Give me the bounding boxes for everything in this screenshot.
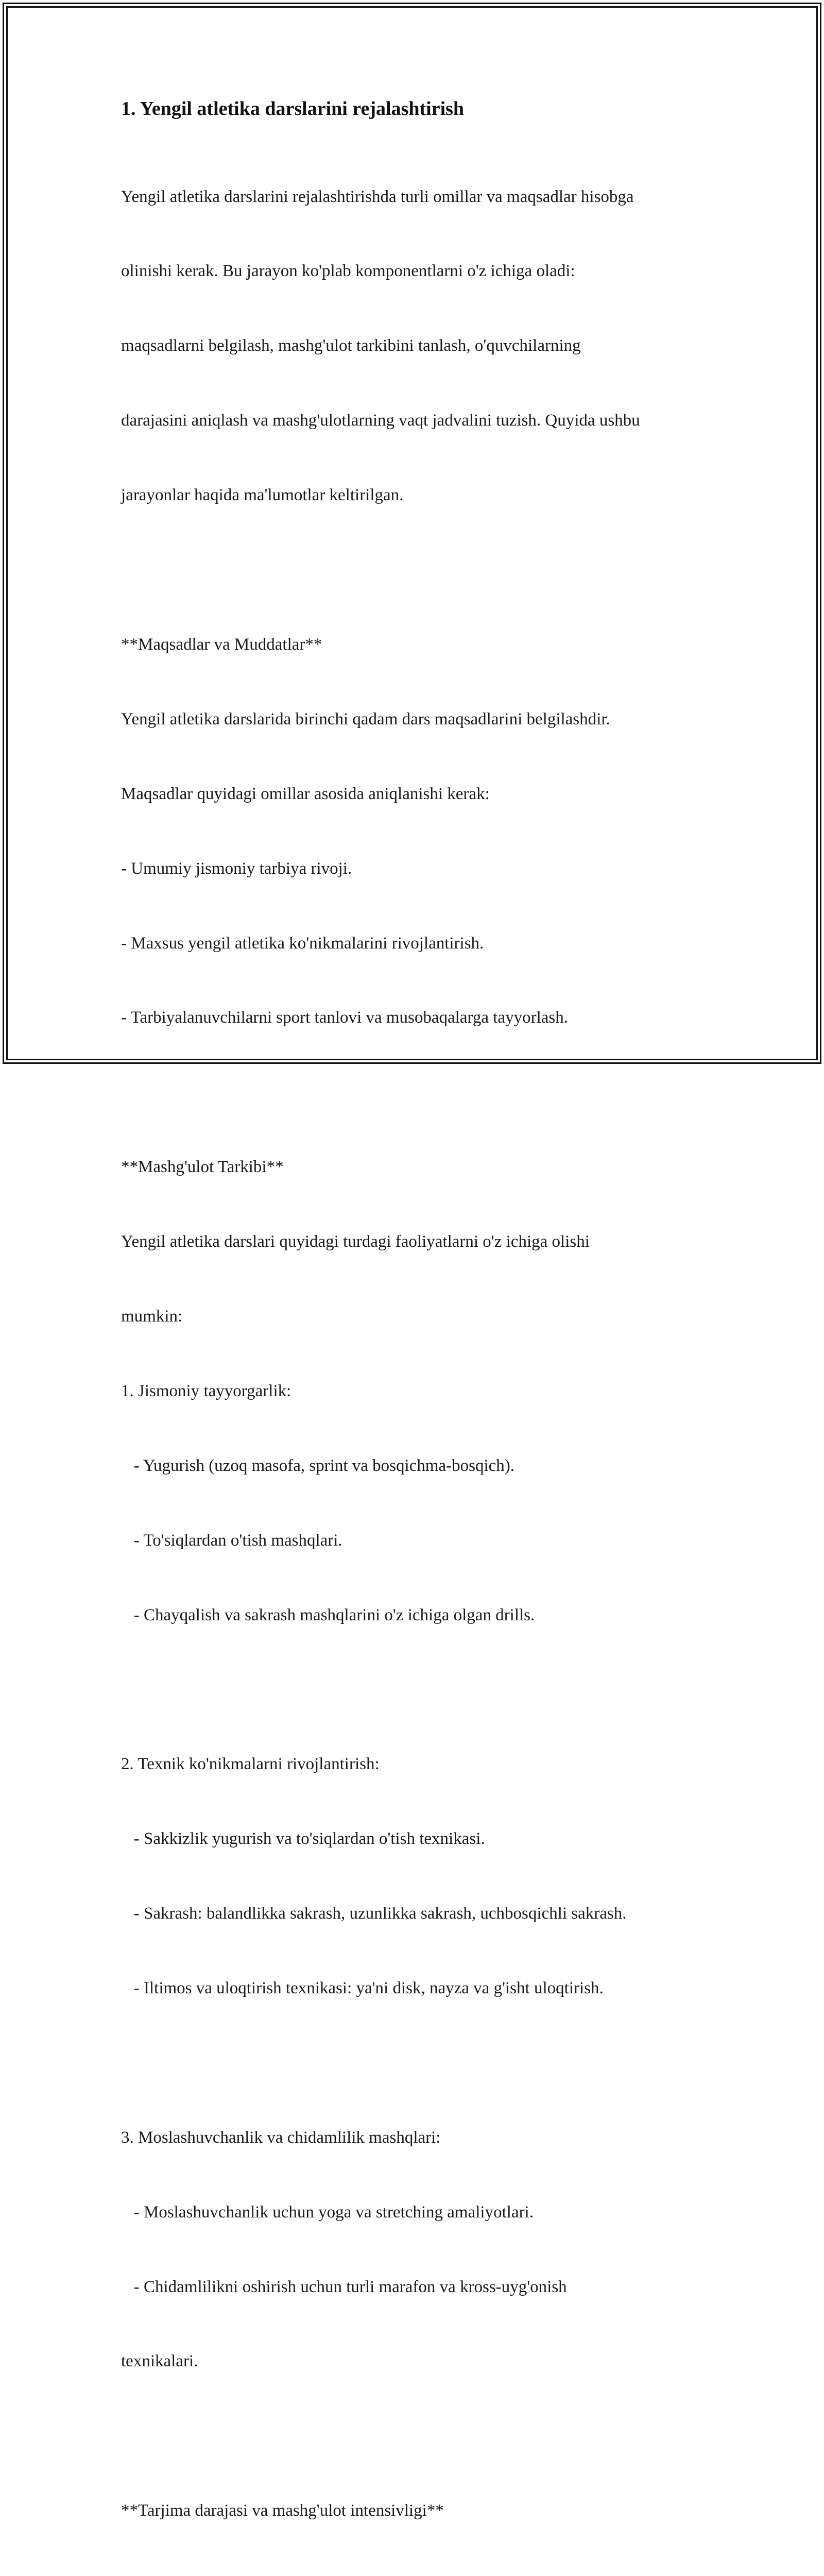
text-line: texnikalari. [121,2352,198,2371]
text-line: darajasini aniqlash va mashg'ulotlarning vaqt jadvalini tuzish. Quyida ushbu [121,411,640,430]
sub-list-item: - Chidamlilikni oshirish uchun turli marafon va kross-uyg'onish [121,2277,567,2296]
text-line: Yengil atletika darslarini rejalashtirishda turli omillar va maqsadlar hisobga [121,187,634,206]
list-item: - Umumiy jismoniy tarbiya rivoji. [121,859,352,878]
blank-line [121,557,713,582]
sub-list-item: - Sakrash: balandlikka sakrash, uzunlikka sakrash, uchbosqichli sakrash. [121,1904,627,1923]
text-line: maqsadlarni belgilash, mashg'ulot tarkibini tanlash, o'quvchilarning [121,336,581,355]
sub-list-item: - To'siqlardan o'tish mashqlari. [121,1531,342,1550]
sub-list-item: - Iltimos va uloqtirish texnikasi: ya'ni disk, nayza va g'isht uloqtirish. [121,1978,604,1997]
text-line: Maqsadlar quyidagi omillar asosida aniqlanishi kerak: [121,784,490,803]
text-line: mumkin: [121,1307,183,1326]
sub-list-item: - Chayqalish va sakrash mashqlarini o'z ichiga olgan drills. [121,1605,535,1624]
sub-list-item: - Yugurish (uzoq masofa, sprint va bosqichma-bosqich). [121,1456,515,1475]
sub-list-item: - Sakkizlik yugurish va to'siqlardan o'tish texnikasi. [121,1829,485,1849]
blank-line [121,2050,713,2075]
section-heading-tarjima: **Tarjima darajasi va mashg'ulot intensivligi** [121,2501,444,2520]
list-item: - Tarbiyalanuvchilarni sport tanlovi va musobaqalarga tayyorlash. [121,1008,568,1027]
blank-line [121,2424,713,2448]
document-body [121,134,713,2576]
text-line: Yengil atletika darslarida birinchi qadam dars maqsadlarini belgilashdir. [121,709,610,728]
text-line: jarayonlar haqida ma'lumotlar keltirilgan. [121,486,404,505]
text-line: Yengil atletika darslari quyidagi turdagi faoliyatlarni o'z ichiga olishi [121,1232,590,1251]
section-heading-tarkibi: **Mashg'ulot Tarkibi** [121,1158,284,1177]
document-content [121,95,713,2576]
section-heading-maqsadlar: **Maqsadlar va Muddatlar** [121,635,322,654]
blank-line [121,1080,713,1105]
numbered-item: 2. Texnik ko'nikmalarni rivojlantirish: [121,1755,380,1774]
numbered-item: 1. Jismoniy tayyorgarlik: [121,1381,291,1400]
document-title: 1. Yengil atletika darslarini rejalashtirish [121,98,465,120]
list-item: - Maxsus yengil atletika ko'nikmalarini rivojlantirish. [121,934,484,953]
text-line [121,2573,713,2576]
text-line: olinishi kerak. Bu jarayon ko'plab komponentlarni o'z ichiga oladi: [121,262,575,281]
blank-line [121,1677,713,1702]
numbered-item: 3. Moslashuvchanlik va chidamlilik mashqlari: [121,2128,441,2147]
sub-list-item: - Moslashuvchanlik uchun yoga va stretching amaliyotlari. [121,2202,534,2222]
